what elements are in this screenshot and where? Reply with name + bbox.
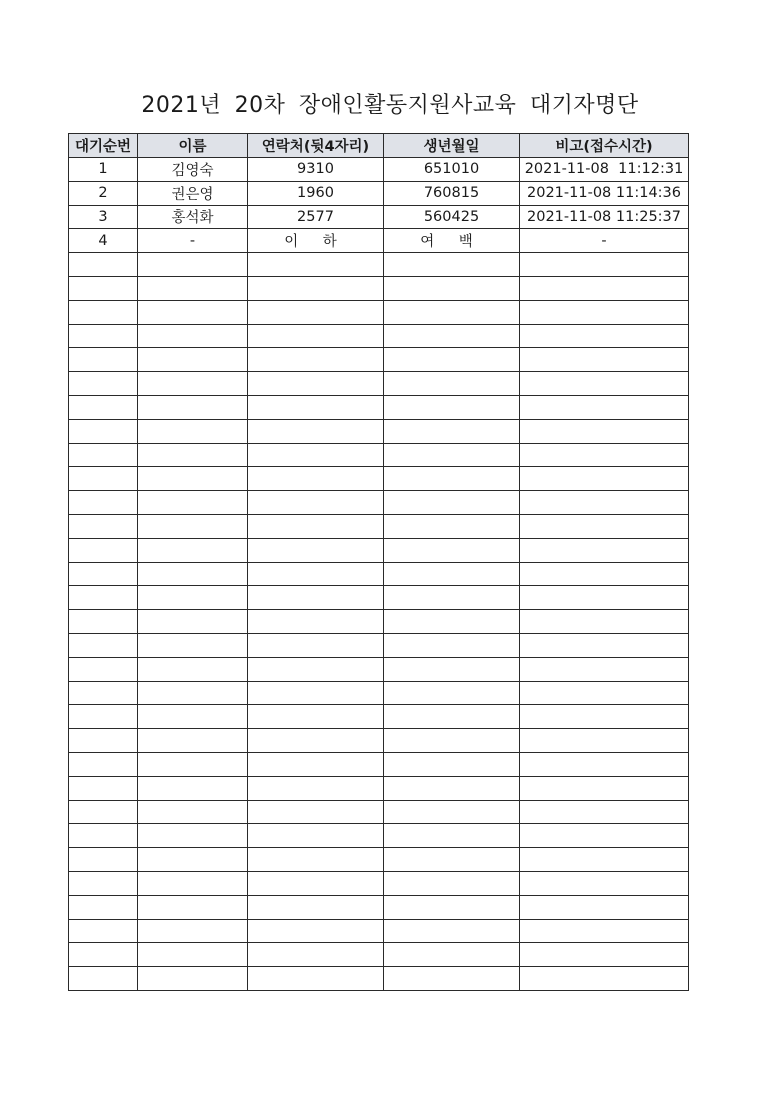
empty-cell — [520, 324, 689, 348]
empty-cell — [520, 586, 689, 610]
empty-cell — [520, 372, 689, 396]
empty-cell — [248, 895, 384, 919]
empty-row — [69, 253, 689, 277]
empty-row — [69, 562, 689, 586]
empty-cell — [69, 729, 138, 753]
empty-cell — [248, 848, 384, 872]
empty-cell — [520, 538, 689, 562]
empty-cell — [520, 871, 689, 895]
empty-cell — [138, 586, 248, 610]
cell-order: 1 — [69, 158, 138, 182]
empty-cell — [138, 538, 248, 562]
header-order: 대기순번 — [69, 134, 138, 158]
table-row — [69, 181, 689, 205]
cell-name: 홍석화 — [138, 205, 248, 229]
empty-cell — [384, 419, 520, 443]
cell-order: 4 — [69, 229, 138, 253]
empty-cell — [138, 800, 248, 824]
empty-cell — [248, 276, 384, 300]
empty-cell — [138, 467, 248, 491]
empty-cell — [384, 562, 520, 586]
header-name: 이름 — [138, 134, 248, 158]
empty-row — [69, 538, 689, 562]
header-contact: 연락처(뒷4자리) — [248, 134, 384, 158]
cell-contact: 이 하 — [248, 229, 384, 253]
cell-birth: 651010 — [384, 158, 520, 182]
empty-cell — [69, 324, 138, 348]
empty-cell — [138, 776, 248, 800]
empty-cell — [138, 657, 248, 681]
empty-cell — [384, 253, 520, 277]
empty-row — [69, 967, 689, 991]
cell-note: 2021-11-08 11:14:36 — [520, 181, 689, 205]
empty-cell — [384, 276, 520, 300]
empty-cell — [520, 943, 689, 967]
empty-cell — [520, 919, 689, 943]
empty-cell — [384, 681, 520, 705]
empty-cell — [520, 610, 689, 634]
empty-row — [69, 800, 689, 824]
empty-cell — [248, 919, 384, 943]
empty-cell — [520, 276, 689, 300]
empty-cell — [384, 824, 520, 848]
table-row — [69, 229, 689, 253]
empty-cell — [138, 610, 248, 634]
empty-cell — [520, 419, 689, 443]
empty-cell — [384, 610, 520, 634]
cell-name: 권은영 — [138, 181, 248, 205]
cell-birth: 760815 — [384, 181, 520, 205]
empty-cell — [138, 895, 248, 919]
header-birth: 생년월일 — [384, 134, 520, 158]
empty-cell — [69, 372, 138, 396]
empty-cell — [69, 943, 138, 967]
empty-cell — [69, 824, 138, 848]
cell-note: - — [520, 229, 689, 253]
empty-cell — [69, 443, 138, 467]
empty-cell — [384, 586, 520, 610]
empty-cell — [69, 705, 138, 729]
empty-row — [69, 824, 689, 848]
empty-cell — [384, 895, 520, 919]
cell-contact: 9310 — [248, 158, 384, 182]
empty-row — [69, 705, 689, 729]
empty-cell — [69, 752, 138, 776]
table-header-row — [69, 134, 689, 158]
empty-row — [69, 276, 689, 300]
empty-cell — [248, 610, 384, 634]
empty-row — [69, 419, 689, 443]
empty-cell — [248, 776, 384, 800]
empty-cell — [384, 324, 520, 348]
empty-cell — [384, 657, 520, 681]
cell-name: 김영숙 — [138, 158, 248, 182]
cell-order: 3 — [69, 205, 138, 229]
empty-cell — [69, 871, 138, 895]
empty-cell — [69, 491, 138, 515]
empty-cell — [248, 253, 384, 277]
empty-cell — [69, 300, 138, 324]
empty-cell — [138, 395, 248, 419]
empty-cell — [138, 491, 248, 515]
empty-row — [69, 752, 689, 776]
empty-cell — [69, 276, 138, 300]
empty-cell — [138, 681, 248, 705]
empty-cell — [138, 633, 248, 657]
empty-cell — [248, 967, 384, 991]
waitlist-table — [68, 133, 689, 991]
empty-cell — [248, 538, 384, 562]
empty-row — [69, 586, 689, 610]
empty-cell — [138, 848, 248, 872]
empty-cell — [384, 871, 520, 895]
empty-row — [69, 681, 689, 705]
empty-cell — [138, 372, 248, 396]
empty-cell — [248, 729, 384, 753]
empty-cell — [69, 776, 138, 800]
empty-cell — [69, 514, 138, 538]
page-title: 2021년 20차 장애인활동지원사교육 대기자명단 — [141, 93, 639, 118]
empty-row — [69, 395, 689, 419]
empty-cell — [520, 729, 689, 753]
empty-cell — [520, 348, 689, 372]
empty-cell — [69, 681, 138, 705]
empty-cell — [248, 467, 384, 491]
empty-cell — [384, 800, 520, 824]
empty-cell — [384, 372, 520, 396]
empty-cell — [384, 300, 520, 324]
empty-row — [69, 776, 689, 800]
empty-row — [69, 348, 689, 372]
empty-row — [69, 443, 689, 467]
empty-row — [69, 729, 689, 753]
empty-cell — [138, 419, 248, 443]
empty-row — [69, 633, 689, 657]
empty-row — [69, 919, 689, 943]
empty-cell — [138, 919, 248, 943]
cell-note: 2021-11-08 11:12:31 — [520, 158, 689, 182]
table-row — [69, 158, 689, 182]
empty-cell — [520, 776, 689, 800]
empty-cell — [248, 372, 384, 396]
empty-cell — [138, 967, 248, 991]
empty-cell — [384, 348, 520, 372]
empty-cell — [384, 443, 520, 467]
empty-row — [69, 467, 689, 491]
cell-contact: 1960 — [248, 181, 384, 205]
empty-cell — [520, 752, 689, 776]
empty-cell — [520, 395, 689, 419]
empty-cell — [520, 824, 689, 848]
empty-cell — [520, 443, 689, 467]
empty-cell — [520, 467, 689, 491]
empty-cell — [69, 586, 138, 610]
header-note: 비고(접수시간) — [520, 134, 689, 158]
empty-cell — [384, 848, 520, 872]
empty-cell — [138, 824, 248, 848]
empty-cell — [520, 300, 689, 324]
empty-cell — [384, 514, 520, 538]
empty-cell — [520, 848, 689, 872]
empty-cell — [248, 348, 384, 372]
empty-cell — [248, 752, 384, 776]
empty-cell — [69, 848, 138, 872]
empty-cell — [384, 967, 520, 991]
empty-cell — [520, 657, 689, 681]
empty-cell — [138, 562, 248, 586]
empty-cell — [248, 562, 384, 586]
empty-cell — [384, 467, 520, 491]
empty-cell — [384, 776, 520, 800]
empty-row — [69, 895, 689, 919]
empty-cell — [69, 538, 138, 562]
empty-cell — [248, 300, 384, 324]
empty-cell — [138, 443, 248, 467]
empty-cell — [248, 800, 384, 824]
empty-cell — [69, 348, 138, 372]
cell-birth: 여 백 — [384, 229, 520, 253]
empty-row — [69, 871, 689, 895]
empty-cell — [69, 467, 138, 491]
empty-cell — [248, 443, 384, 467]
empty-cell — [138, 253, 248, 277]
empty-cell — [384, 943, 520, 967]
empty-cell — [248, 657, 384, 681]
empty-cell — [69, 919, 138, 943]
empty-cell — [138, 871, 248, 895]
cell-name: - — [138, 229, 248, 253]
empty-cell — [138, 705, 248, 729]
table-row — [69, 205, 689, 229]
empty-cell — [248, 419, 384, 443]
empty-cell — [138, 514, 248, 538]
empty-cell — [384, 752, 520, 776]
empty-cell — [138, 324, 248, 348]
empty-cell — [248, 491, 384, 515]
empty-cell — [138, 729, 248, 753]
empty-cell — [520, 491, 689, 515]
empty-cell — [69, 633, 138, 657]
empty-cell — [138, 348, 248, 372]
empty-cell — [384, 538, 520, 562]
empty-cell — [248, 514, 384, 538]
empty-cell — [248, 943, 384, 967]
empty-cell — [138, 276, 248, 300]
empty-cell — [69, 562, 138, 586]
empty-cell — [520, 895, 689, 919]
empty-cell — [248, 633, 384, 657]
empty-cell — [69, 967, 138, 991]
empty-row — [69, 491, 689, 515]
empty-cell — [520, 967, 689, 991]
cell-order: 2 — [69, 181, 138, 205]
empty-cell — [69, 657, 138, 681]
empty-cell — [248, 395, 384, 419]
empty-cell — [69, 253, 138, 277]
empty-cell — [138, 943, 248, 967]
empty-cell — [520, 681, 689, 705]
empty-cell — [248, 586, 384, 610]
empty-cell — [248, 681, 384, 705]
empty-row — [69, 848, 689, 872]
empty-cell — [384, 919, 520, 943]
empty-cell — [69, 395, 138, 419]
empty-row — [69, 514, 689, 538]
empty-row — [69, 372, 689, 396]
empty-cell — [384, 729, 520, 753]
empty-cell — [520, 253, 689, 277]
empty-cell — [69, 419, 138, 443]
empty-cell — [520, 562, 689, 586]
empty-cell — [69, 610, 138, 634]
empty-cell — [248, 705, 384, 729]
empty-cell — [520, 514, 689, 538]
empty-cell — [138, 300, 248, 324]
empty-cell — [248, 324, 384, 348]
empty-cell — [138, 752, 248, 776]
empty-row — [69, 324, 689, 348]
empty-row — [69, 657, 689, 681]
empty-cell — [384, 491, 520, 515]
empty-row — [69, 300, 689, 324]
cell-note: 2021-11-08 11:25:37 — [520, 205, 689, 229]
cell-contact: 2577 — [248, 205, 384, 229]
empty-cell — [384, 633, 520, 657]
empty-cell — [384, 705, 520, 729]
empty-cell — [384, 395, 520, 419]
empty-cell — [520, 633, 689, 657]
empty-row — [69, 610, 689, 634]
empty-cell — [520, 705, 689, 729]
empty-cell — [69, 895, 138, 919]
cell-birth: 560425 — [384, 205, 520, 229]
empty-cell — [248, 824, 384, 848]
empty-cell — [69, 800, 138, 824]
empty-row — [69, 943, 689, 967]
empty-cell — [248, 871, 384, 895]
empty-cell — [520, 800, 689, 824]
